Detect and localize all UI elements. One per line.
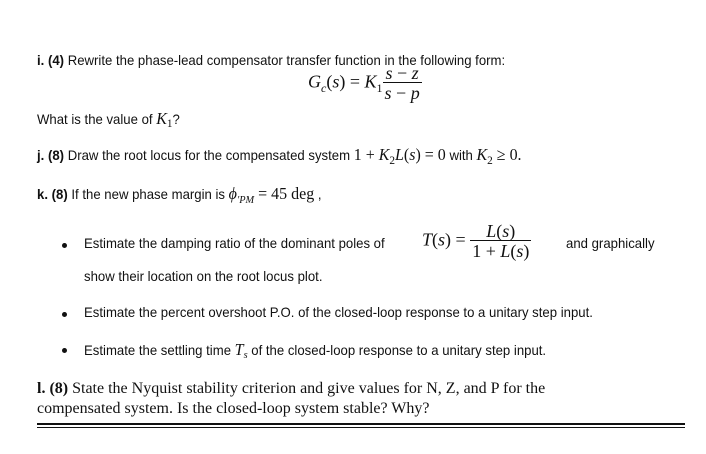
bullet-1-post: and graphically — [566, 235, 655, 251]
divider-rule — [37, 423, 685, 425]
gain-condition: $K_2 \ge 0$. — [476, 145, 522, 167]
item-i-question-end: ? — [172, 111, 180, 127]
item-l-label: l. (8) — [37, 380, 69, 397]
phase-margin-expression: $\phi_{'PM} = 45$ deg — [228, 184, 315, 206]
bullet-dot — [62, 243, 67, 248]
bullet-2-text: Estimate the percent overshoot P.O. of the closed-loop response to a unitary step input. — [84, 304, 593, 320]
item-i-line — [37, 52, 505, 68]
bullet-1-text — [84, 235, 385, 251]
item-j-line — [37, 145, 522, 165]
item-k-text2: , — [314, 186, 322, 202]
phase-margin-value: 45 deg — [271, 184, 315, 203]
bullet-3-pre: Estimate the settling time — [84, 342, 232, 358]
item-j-label: j. (8) — [37, 147, 65, 163]
closed-loop-tf: T(s) = $\frac{L(s)}{1 + L(s)}$ — [422, 221, 530, 261]
bullet-1-pre: Estimate the damping ratio of the dominant poles of — [84, 235, 385, 251]
item-l-text1: State the Nyquist stability criterion and give values for N, Z, and P for the — [68, 380, 546, 397]
bullet-3-post: of the closed-loop response to a unitary step input. — [251, 342, 547, 358]
item-i-text: Rewrite the phase-lead compensator transfer function in the following form: — [64, 52, 506, 68]
compensator-fraction: $\frac{s - z}{s - p}$ — [384, 63, 420, 103]
item-k-line — [37, 184, 322, 204]
item-j-text2: with — [445, 147, 477, 163]
item-k-text1: If the new phase margin is — [67, 186, 229, 202]
item-i-question-text: What is the value of — [37, 111, 153, 127]
bullet-3-text: Estimate the settling time $T_s$ of the closed-loop response to a unitary step input. — [84, 340, 547, 361]
bullet-dot — [62, 312, 67, 317]
item-i-question: What is the value of K1? — [37, 109, 180, 130]
item-i-label: i. (4) — [37, 52, 65, 68]
compensator-equation: $G_c(s) = K_1$ $\frac{s - z}{s - p}$ — [308, 63, 420, 103]
bullet-dot — [62, 348, 67, 353]
item-l-line1 — [37, 380, 545, 398]
item-j-text1: Draw the root locus for the compensated system — [64, 147, 354, 163]
item-l-line2: compensated system. Is the closed-loop system stable? Why? — [37, 400, 430, 417]
bullet-1-line2: show their location on the root locus plot. — [84, 268, 323, 284]
closed-loop-fraction: $\frac{L(s)}{1 + L(s)}$ — [472, 221, 530, 261]
item-k-label: k. (8) — [37, 186, 68, 202]
characteristic-equation: $1 + K_2L(s) = 0$ — [353, 145, 446, 167]
divider-rule-thin — [37, 427, 685, 428]
